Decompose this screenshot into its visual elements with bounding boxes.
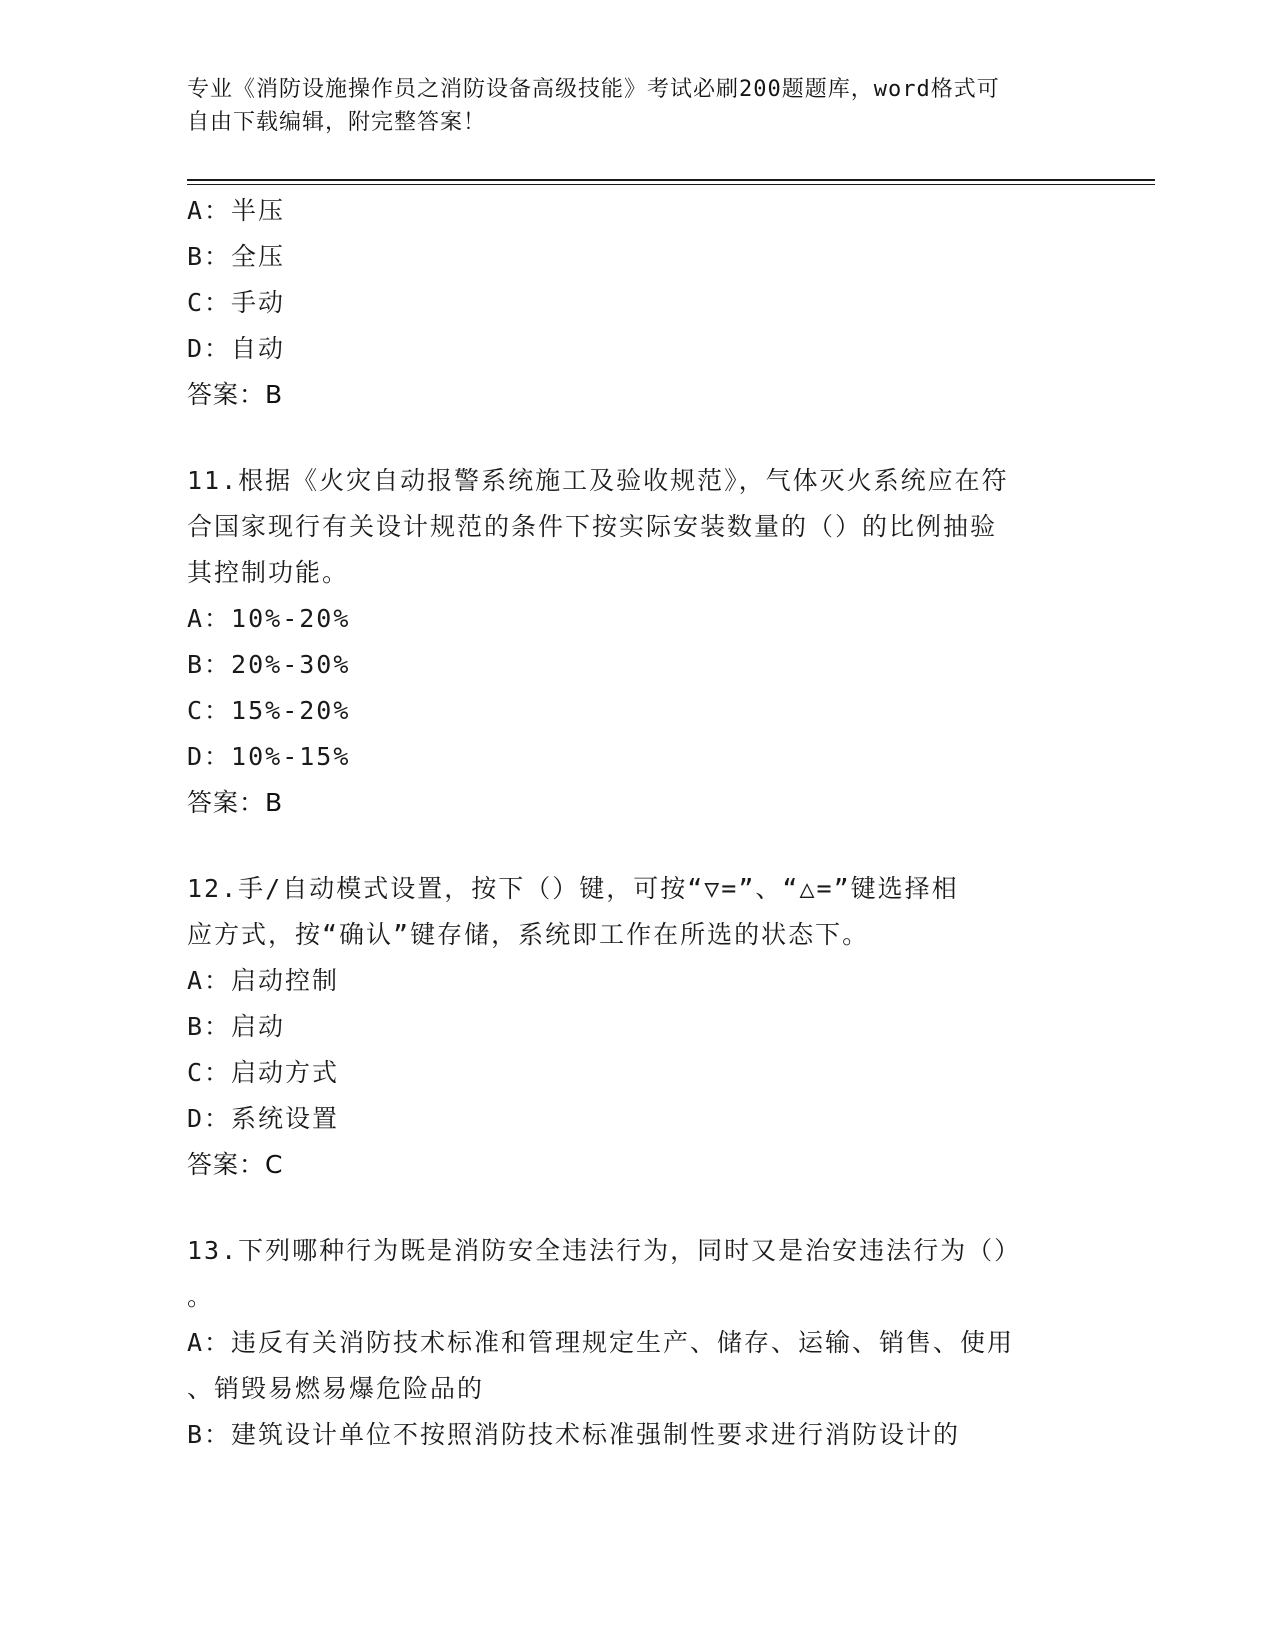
- option-d: D：自动: [187, 334, 286, 363]
- question-11: [187, 458, 1087, 826]
- spacer: [187, 418, 1087, 458]
- answer-line: 答案：C: [187, 1150, 284, 1179]
- question-text-line: 13.下列哪种行为既是消防安全违法行为，同时又是治安违法行为（）: [187, 1236, 1022, 1265]
- option-b: B：全压: [187, 242, 286, 271]
- option-b: B：启动: [187, 1012, 286, 1041]
- question-text-line: 12.手/自动模式设置，按下（）键，可按“▽=”、“△=”键选择相: [187, 874, 959, 903]
- question-12: [187, 866, 1087, 1188]
- option-d: D：系统设置: [187, 1104, 340, 1133]
- option-b: B：20%-30%: [187, 650, 351, 679]
- question-text-line: 应方式，按“确认”键存储，系统即工作在所选的状态下。: [187, 920, 870, 949]
- option-a: A：启动控制: [187, 966, 340, 995]
- header-title-line-1: 专业《消防设施操作员之消防设备高级技能》考试必刷200题题库，word格式可: [187, 77, 1000, 102]
- option-a: A：半压: [187, 196, 286, 225]
- question-content: [187, 188, 1087, 1458]
- header-title-line-2: 自由下载编辑，附完整答案！: [187, 110, 487, 135]
- option-a: A：违反有关消防技术标准和管理规定生产、储存、运输、销售、使用: [187, 1328, 1015, 1357]
- option-b: B：建筑设计单位不按照消防技术标准强制性要求进行消防设计的: [187, 1420, 961, 1449]
- header-divider-thick: [187, 179, 1155, 181]
- document-header: [187, 73, 1067, 139]
- spacer: [187, 826, 1087, 866]
- question-13: [187, 1228, 1087, 1458]
- question-10-continued: [187, 188, 1087, 418]
- option-a: A：10%-20%: [187, 604, 351, 633]
- question-text-line: 。: [187, 1282, 215, 1311]
- option-c: C：15%-20%: [187, 696, 351, 725]
- option-a-continued: 、销毁易燃易爆危险品的: [187, 1374, 485, 1403]
- option-d: D：10%-15%: [187, 742, 351, 771]
- question-text-line: 合国家现行有关设计规范的条件下按实际安装数量的（）的比例抽验: [187, 512, 998, 541]
- spacer: [187, 1188, 1087, 1228]
- question-text-line: 其控制功能。: [187, 558, 350, 587]
- answer-line: 答案：B: [187, 380, 284, 409]
- option-c: C：手动: [187, 288, 286, 317]
- answer-line: 答案：B: [187, 788, 284, 817]
- question-text-line: 11.根据《火灾自动报警系统施工及验收规范》，气体灭火系统应在符: [187, 466, 1009, 495]
- option-c: C：启动方式: [187, 1058, 340, 1087]
- header-divider-thin: [187, 184, 1155, 185]
